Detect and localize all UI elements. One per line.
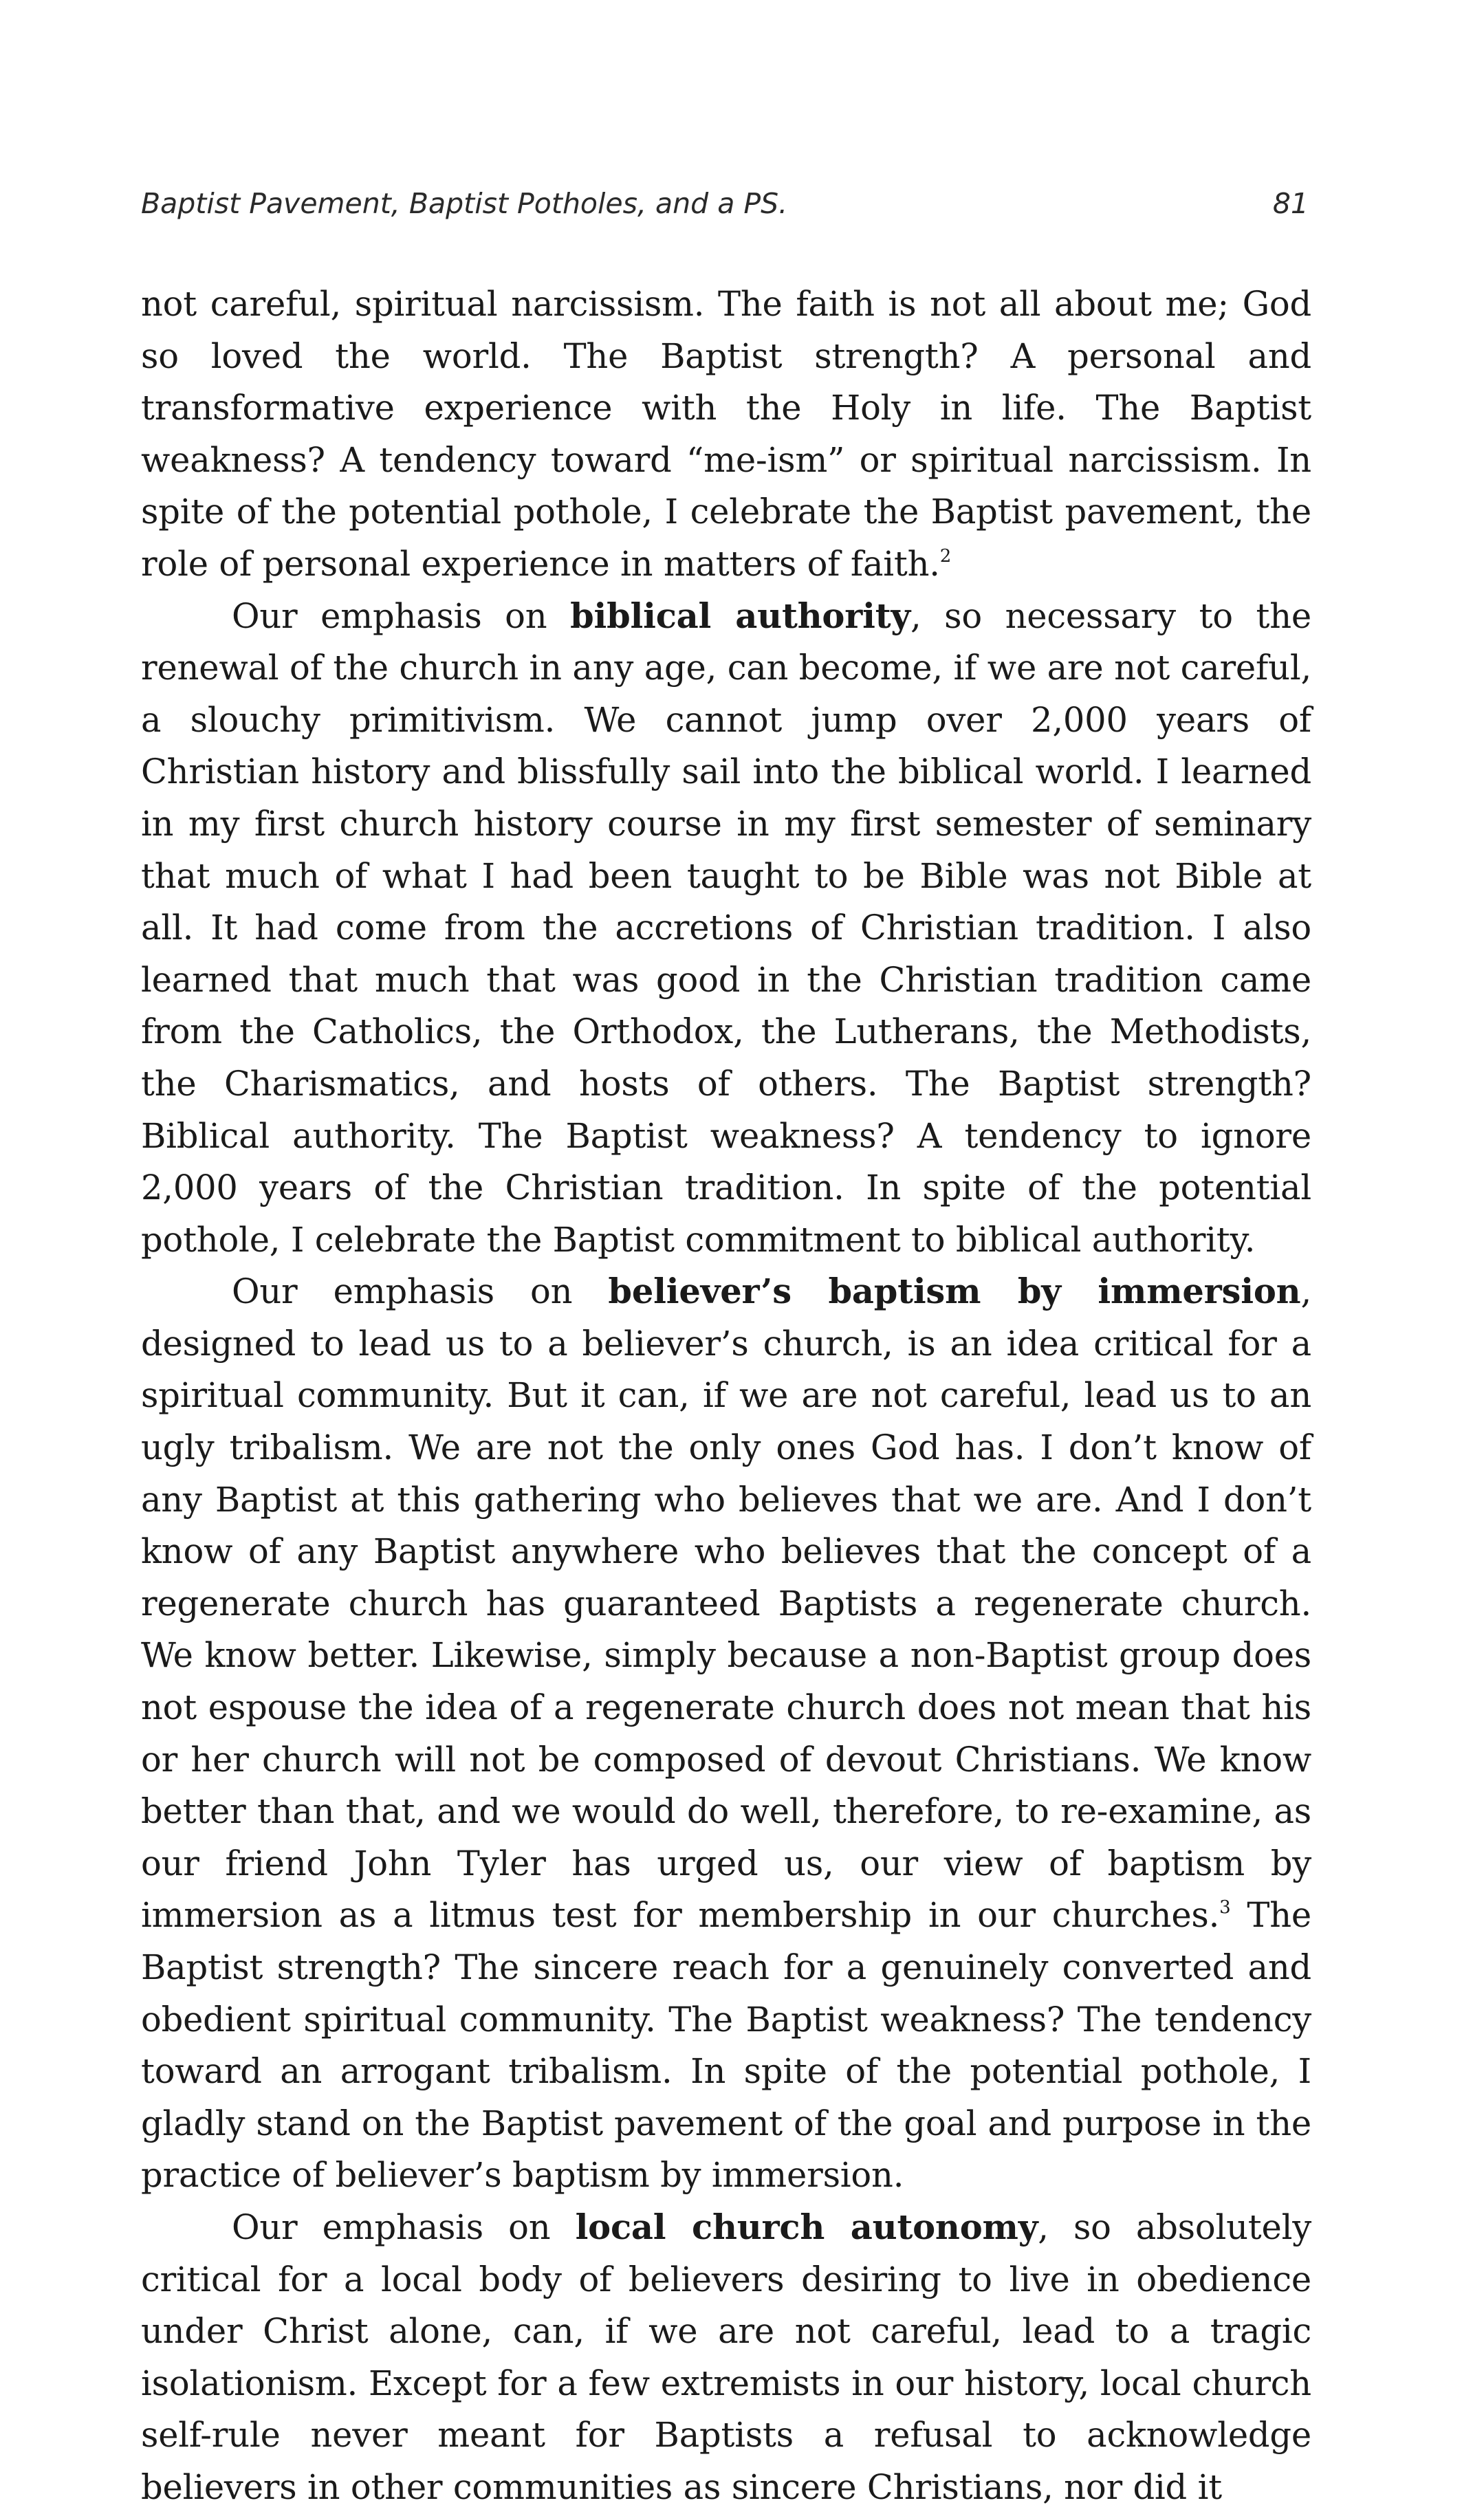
footnote-ref-2: 2 (939, 545, 952, 567)
paragraph-text: not careful, spiritual narcissism. The faith is not all about me; God so loved the world. The Baptist strength? A personal and transformative experience with the Holy in life. The Baptist weakness? A tendency toward “me-ism” or spiritual narcissism. In spite of the potential pothole, I celebrate the Baptist pavement, the role of personal experience in matters of faith. (141, 284, 1311, 584)
paragraph-text: , designed to lead us to a believer’s church, is an idea critical for a spiritual community. But it can, if we are not careful, lead us to an ugly tribalism. We are not the only ones God has. I don’t know of any Baptist at this gathering who believes that we are. And I don’t know of any Baptist anywhere who believes that the concept of a regenerate church has guaranteed Baptists a regenerate church. We know better. Likewise, simply because a non-Baptist group does not espouse the idea of a regenerate church does not mean that his or her church will not be composed of devout Christians. We know better than that, and we would do well, therefore, to re-examine, as our friend John Tyler has urged us, our view of baptism by immersion as a litmus test for membership in our churches. (141, 1271, 1311, 1936)
paragraph-continued (141, 278, 1311, 591)
paragraph-believers-baptism (141, 1266, 1311, 2202)
paragraph-text: , so absolutely critical for a local body of believers desiring to live in obedience under Christ alone, can, if we are not careful, lead to a tragic isolationism. Except for a few extremists in our history, local church self-rule never meant for Baptists a refusal to acknowledge believers in other communities as sincere Christians, nor did it (141, 2207, 1311, 2507)
page-number: 81 (1272, 187, 1309, 220)
body-text (141, 278, 1311, 2514)
emphasis-biblical-authority: biblical authority (570, 595, 910, 636)
footnote-ref-3: 3 (1219, 1897, 1231, 1919)
paragraph-text-continued: The Baptist strength? The sincere reach for a genuinely converted and obedient spiritual community. The Baptist weakness? The tendency toward an arrogant tribalism. In spite of the potential pothole, I gladly stand on the Baptist pavement of the goal and purpose in the practice of believer’s baptism by immersion. (141, 1895, 1312, 2196)
paragraph-lead: Our emphasis on (232, 2207, 576, 2247)
paragraph-lead: Our emphasis on (232, 595, 571, 636)
emphasis-local-church-autonomy: local church autonomy (575, 2207, 1038, 2247)
paragraph-biblical-authority (141, 591, 1311, 1267)
paragraph-lead: Our emphasis on (232, 1271, 609, 1312)
paragraph-text: , so necessary to the renewal of the church in any age, can become, if we are not careful, a slouchy primitivism. We cannot jump over 2,000 years of Christian history and blissfully sail into the biblical world. I learned in my first church history course in my first semester of seminary that much of what I had been taught to be Bible was not Bible at all. It had come from the accretions of Christian tradition. I also learned that much that was good in the Christian tradition came from the Catholics, the Orthodox, the Lutherans, the Methodists, the Charismatics, and hosts of others. The Baptist strength? Biblical authority. The Baptist weakness? A tendency to ignore 2,000 years of the Christian tradition. In spite of the potential pothole, I celebrate the Baptist commitment to biblical authority. (141, 595, 1312, 1260)
running-head (141, 187, 1309, 235)
emphasis-believers-baptism: believer’s baptism by immersion (608, 1271, 1301, 1312)
paragraph-local-church-autonomy (141, 2202, 1311, 2514)
running-title: Baptist Pavement, Baptist Potholes, and a PS. (141, 187, 788, 220)
